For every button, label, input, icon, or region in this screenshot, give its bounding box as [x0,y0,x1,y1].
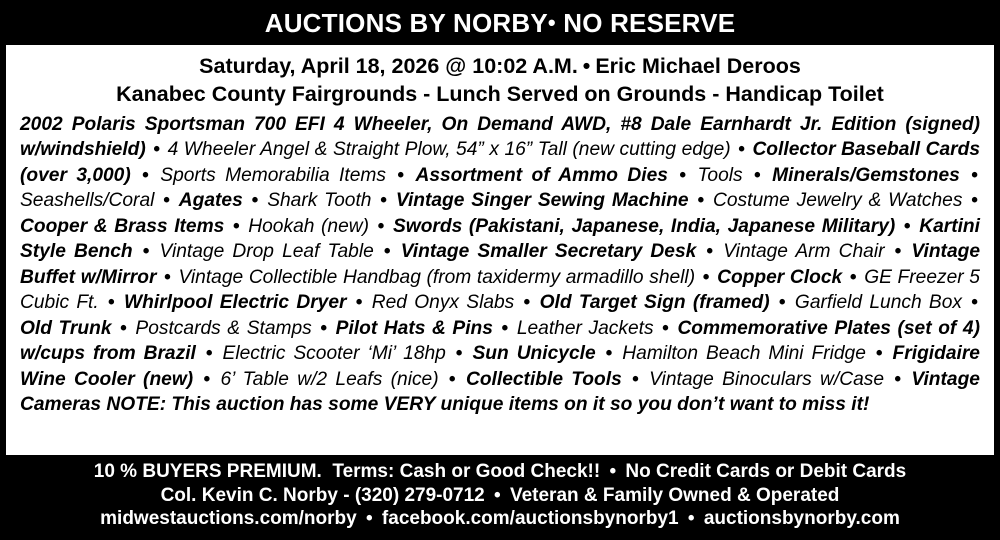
flyer-header [6,6,994,45]
item-separator: • [134,241,158,263]
item-separator: • [371,215,391,237]
item-entry: Vintage Collectible Handbag (from taxidermy armadillo shell) [178,266,696,288]
header-title-left: AUCTIONS BY NORBY [264,8,548,38]
item-separator: • [156,190,177,212]
item-separator: • [669,164,696,186]
item-separator: • [690,190,712,212]
auctioneer-contact: Col. Kevin C. Norby - (320) 279-0712 [160,484,485,506]
no-cards-notice: No Credit Cards or Debit Cards [625,461,907,483]
item-separator: • [744,164,771,186]
item-separator: • [964,190,978,212]
item-entry: Tools [697,164,743,186]
item-entry: Vintage Cameras NOTE: This auction has some VERY unique items on it so you don’t want to miss it! [20,368,980,416]
item-separator: • [698,241,722,263]
ownership-note: Veteran & Family Owned & Operated [509,484,840,506]
item-entry: Commemorative Plates (set of 4) w/cups from Brazil [20,317,980,365]
item-separator: • [132,164,159,186]
item-separator: • [867,343,891,365]
item-separator: • [313,317,334,339]
link-midwestauctions[interactable]: midwestauctions.com/norby [100,507,357,529]
item-separator: • [655,317,676,339]
footer-links-line [6,507,994,530]
link-auctionsbynorby[interactable]: auctionsbynorby.com [703,507,900,529]
item-separator: • [886,241,910,263]
item-separator: • [440,368,464,390]
item-list [20,112,980,418]
item-entry: Frigidaire Wine Cooler (new) [20,343,980,390]
footer-contact-line [6,484,994,507]
item-separator: • [961,164,978,186]
item-entry: Swords (Pakistani, Japanese, India, Japanese Military) [392,215,896,237]
item-separator: • [697,266,716,288]
item-entry: Vintage Binoculars w/Case [649,368,885,390]
item-entry: Whirlpool Electric Dryer [124,292,347,314]
header-title-right: NO RESERVE [563,8,736,38]
item-separator: • [100,292,122,314]
item-entry: Vintage Arm Chair [723,241,885,263]
item-entry: Hookah (new) [248,215,370,237]
item-entry: GE Freezer 5 Cubic Ft. [20,266,980,314]
item-separator: • [147,139,166,161]
item-entry: Vintage Smaller Secretary Desk [400,241,697,263]
item-separator: • [897,215,918,237]
item-entry: Copper Clock [717,266,843,288]
item-entry: Red Onyx Slabs [371,292,515,314]
item-entry: Seashells/Coral [20,190,155,212]
item-entry: Vintage Buffet w/Mirror [20,241,981,288]
item-entry: Costume Jewelry & Watches [713,190,963,212]
item-separator: • [597,343,621,365]
item-entry: Shark Tooth [267,190,372,212]
item-entry: Vintage Singer Sewing Machine [395,190,689,212]
item-entry: 4 Wheeler Angel & Straight Plow, 54” x 16” Tall (new cutting edge) [167,139,731,161]
item-entry: Pilot Hats & Pins [335,317,493,339]
item-separator: • [244,190,266,212]
item-entry: Old Trunk [20,317,112,339]
item-entry: Kartini Style Bench [20,215,980,263]
item-separator: • [348,292,370,314]
item-separator: • [373,190,394,212]
item-separator: • [158,266,177,288]
item-entry: Sun Unicycle [472,343,596,365]
item-entry: Garfield Lunch Box [794,292,962,314]
auction-datetime-line [20,53,980,81]
footer-dot-4: • [687,507,695,529]
line1-separator: • [582,53,591,78]
payment-terms: Terms: Cash or Good Check!! [332,461,601,483]
auction-date-time: Saturday, April 18, 2026 @ 10:02 A.M. [199,53,578,78]
item-separator: • [447,343,471,365]
footer-dot-1: • [609,461,617,483]
buyers-premium: 10 % BUYERS PREMIUM. [93,461,322,483]
item-entry: Leather Jackets [516,317,654,339]
item-separator: • [226,215,247,237]
item-separator: • [387,164,414,186]
item-separator: • [623,368,648,390]
item-separator: • [113,317,134,339]
auction-location-line: Kanabec County Fairgrounds - Lunch Served on Grounds - Handicap Toilet [116,82,884,107]
item-entry: Sports Memorabilia Items [160,164,386,186]
item-entry: 2002 Polaris Sportsman 700 EFI 4 Wheeler, On Demand AWD, #8 Dale Earnhardt Jr. Edition (signed) w/windshield) [20,113,980,161]
header-bullet: • [547,10,556,35]
item-separator: • [195,368,219,390]
item-separator: • [963,292,978,314]
item-entry: Old Target Sign (framed) [539,292,770,314]
footer-terms-line [6,460,994,483]
footer-dot-3: • [365,507,373,529]
item-separator: • [375,241,399,263]
item-separator: • [516,292,538,314]
item-entry: Electric Scooter ‘Mi’ 18hp [222,343,446,365]
item-separator: • [844,266,863,288]
item-entry: Agates [178,190,243,212]
link-facebook[interactable]: facebook.com/auctionsbynorby1 [381,507,679,529]
item-separator: • [886,368,910,390]
item-separator: • [494,317,515,339]
item-entry: Minerals/Gemstones [772,164,960,186]
item-entry: Collector Baseball Cards (over 3,000) [20,139,980,186]
flyer-body [6,45,994,456]
item-entry: 6’ Table w/2 Leafs (nice) [220,368,439,390]
item-separator: • [771,292,793,314]
footer-dot-2: • [494,484,501,506]
seller-name: Eric Michael Deroos [595,53,801,78]
item-entry: Postcards & Stamps [135,317,312,339]
item-entry: Collectible Tools [465,368,622,390]
item-entry: Assortment of Ammo Dies [415,164,668,186]
item-entry: Hamilton Beach Mini Fridge [622,343,866,365]
item-entry: Cooper & Brass Items [20,215,225,237]
flyer-footer [6,455,994,534]
item-entry: Vintage Drop Leaf Table [159,241,374,263]
item-separator: • [732,139,751,161]
item-separator: • [197,343,221,365]
